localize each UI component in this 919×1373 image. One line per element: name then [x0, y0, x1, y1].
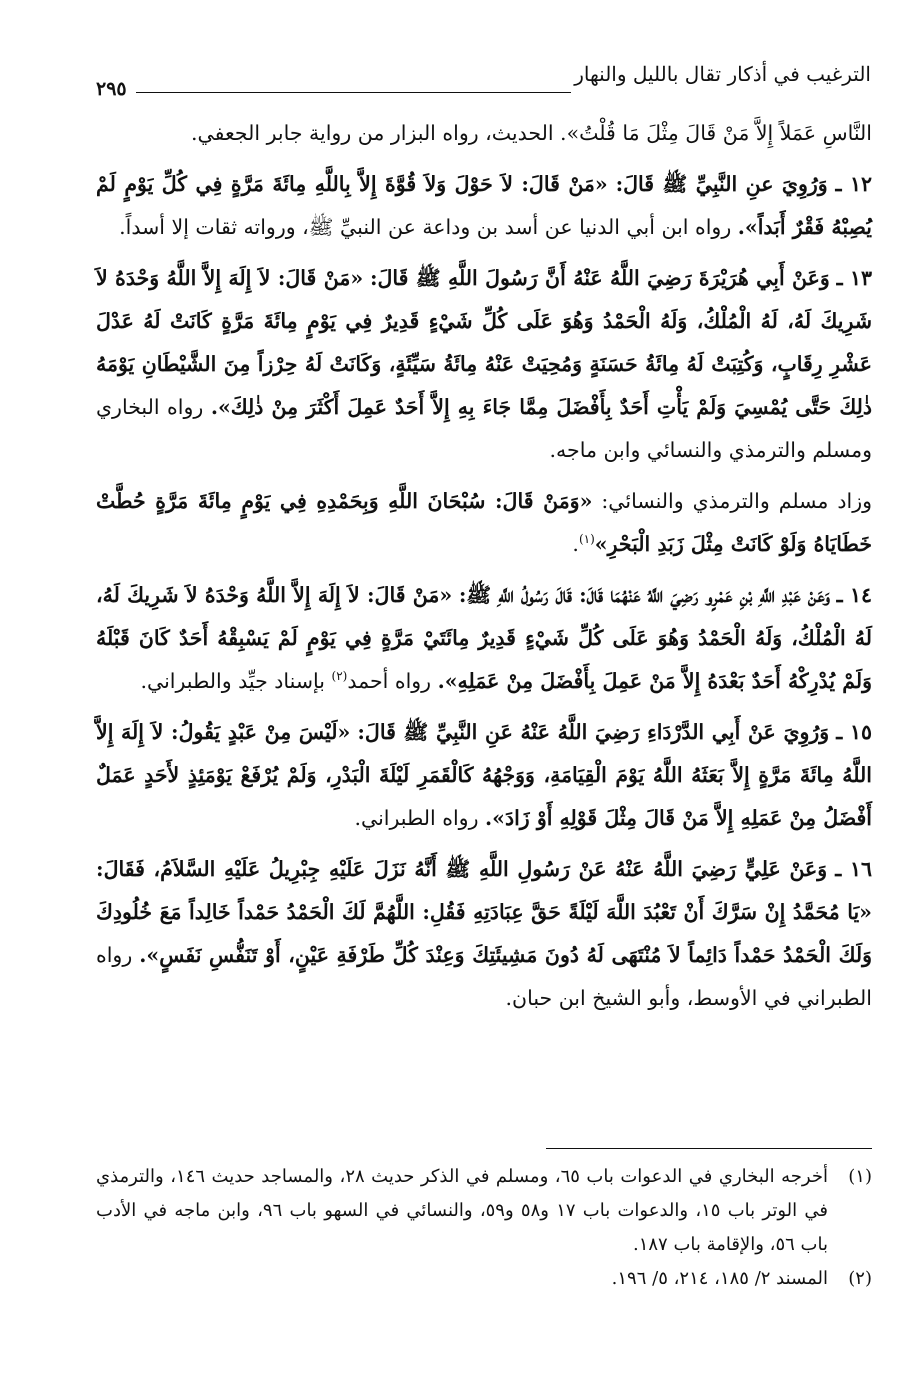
hadith-intro: وَرُوِيَ عنِ النَّبِيِّ ﷺ قَالَ: — [615, 172, 828, 196]
hadith-15 — [96, 711, 872, 840]
hadith-quote: «يَا مُحَمَّدُ إِنْ سَرَّكَ أَنْ تَعْبُدَ اللَّهَ لَيْلَةً حَقَّ عِبَادَتِهِ فَقُلِ: اللَّهُمَّ لَكَ الْحَمْدُ حَمْداً خَالِداً مَعَ خُلُودِكَ وَلَكَ الْحَمْدُ حَمْداً دَائِماً لاَ مُنْتَهَى لَهُ دُونَ مَشِيئَتِكَ وَعِنْدَ كُلِّ طَرْفَةِ عَيْنٍ، أَوْ تَنَفُّسِ نَفَسٍ». — [96, 900, 872, 967]
hadith-number: ١٥ ـ — [836, 720, 872, 744]
hadith-12 — [96, 163, 872, 249]
footnote-text: المسند ٢/ ١٨٥، ٢١٤، ٥/ ١٩٦. — [611, 1268, 828, 1289]
header-rule — [136, 92, 571, 93]
hadith-number: ١٢ ـ — [835, 172, 872, 196]
hadith-quote: «وَمَنْ قَالَ: سُبْحَانَ اللَّهِ وَبِحَمْدِهِ فِي يَوْمٍ مِائَةَ مَرَّةٍ حُطَّتْ خَطَايَاهُ وَلَوْ كَانَتْ مِثْلَ زَبَدِ الْبَحْرِ» — [96, 489, 872, 556]
page-number: ٢٩٥ — [96, 78, 127, 100]
hadith-source: رواه أحمد — [347, 669, 432, 693]
hadith-number: ١٦ ـ — [835, 857, 872, 881]
hadith-number: ١٣ ـ — [836, 266, 872, 290]
hadith-quote: «مَنْ قَالَ: لاَ حَوْلَ وَلاَ قُوَّةَ إِلاَّ بِاللَّهِ مِائَةَ مَرَّةٍ فِي كُلِّ يَوْمٍ لَمْ يُصِبْهُ فَقْرٌ أَبَداً». — [96, 172, 872, 239]
hadith-source: رواه ابن أبي الدنيا عن أسد بن وداعة عن النبيِّ ﷺ، ورواته ثقات إلا أسداً. — [119, 215, 732, 239]
hadith-quote: «مَنْ قَالَ: لاَ إِلَهَ إِلاَّ اللَّهُ وَحْدَهُ لاَ شَرِيكَ لَهُ، لَهُ الْمُلْكُ، وَلَهُ الْحَمْدُ وَهُوَ عَلَى كُلِّ شَيْءٍ قَدِيرٌ مِائَتَيْ مَرَّةٍ فِي يَوْمٍ لَمْ يَسْبِقْهُ أَحَدٌ كَانَ قَبْلَهُ وَلَمْ يُدْرِكْهُ أَحَدٌ بَعْدَهُ إِلاَّ مَنْ عَمِلَ بِأَفْضَلَ مِنْ عَمَلِهِ». — [96, 583, 872, 693]
hadith-intro: وَرُوِيَ عَنْ أَبِي الدَّرْدَاءِ رَضِيَ اللَّهُ عَنْهُ عَنِ النَّبِيِّ ﷺ قَالَ: — [357, 720, 830, 744]
hadith-source: رواه الطبراني. — [354, 806, 479, 830]
hadith-quote: «مَنْ قَالَ: لاَ إِلَهَ إِلاَّ اللَّهُ وَحْدَهُ لاَ شَرِيكَ لَهُ، لَهُ الْمُلْكُ، وَلَهُ الْحَمْدُ وَهُوَ عَلَى كُلِّ شَيْءٍ قَدِيرٌ فِي يَوْمٍ مِائَةَ مَرَّةٍ كَانَتْ لَهُ عَدْلَ عَشْرِ رِقَابٍ، وَكُتِبَتْ لَهُ مِائَةُ حَسَنَةٍ وَمُحِيَتْ عَنْهُ مِائَةُ سَيِّئَةٍ، وَكَانَتْ لَهُ حِرْزاً مِنَ الشَّيْطَانِ يَوْمَهُ ذٰلِكَ حَتَّى يُمْسِيَ وَلَمْ يَأْتِ أَحَدٌ بِأَفْضَلَ مِمَّا جَاءَ بِهِ إِلاَّ أَحَدٌ عَمِلَ أَكْثَرَ مِنْ ذٰلِكَ». — [96, 266, 872, 419]
footnote-number: (٢) — [848, 1268, 872, 1289]
main-text — [96, 112, 872, 1028]
hadith-source-continued: بإسناد جيِّد والطبراني. — [140, 669, 325, 693]
hadith-13 — [96, 257, 872, 472]
running-title: الترغيب في أذكار تقال بالليل والنهار — [574, 62, 871, 86]
footnote-rule — [546, 1148, 872, 1149]
paragraph-text: النَّاسِ عَمَلاً إِلاَّ مَنْ قَالَ مِثْلَ مَا قُلْتُ». الحديث، رواه البزار من رواية جابر الجعفي. — [191, 121, 872, 145]
hadith-number: ١٤ ـ — [836, 583, 872, 607]
paragraph-continuation — [96, 112, 872, 155]
hadith-intro: وَعَنْ عَبْدِ اللَّهِ بْنِ عَمْرٍو رَضِيَ اللَّهُ عَنْهُمَا قَالَ: قَالَ رَسُولُ اللَّهِ ﷺ: — [458, 583, 831, 607]
hadith-16 — [96, 848, 872, 1020]
hadith-quote: «لَيْسَ مِنْ عَبْدٍ يَقُولُ: لاَ إِلَهَ إِلاَّ اللَّهُ مِائَةَ مَرَّةٍ إِلاَّ بَعَثَهُ اللَّهُ يَوْمَ الْقِيَامَةِ، وَوَجْهُهُ كَالْقَمَرِ لَيْلَةَ الْبَدْرِ، وَلَمْ يُرْفَعْ يَوْمَئِذٍ لأَحَدٍ عَمَلٌ أَفْضَلُ مِنْ عَمَلِهِ إِلاَّ مَنْ قَالَ مِثْلَ قَوْلِهِ أَوْ زَادَ». — [96, 720, 872, 830]
sentence-end: . — [572, 532, 579, 556]
page-header — [96, 62, 871, 102]
footnote-reference[interactable]: (٢) — [331, 669, 348, 684]
hadith-14 — [96, 574, 872, 703]
footnote-number: (١) — [848, 1166, 872, 1187]
footnote-2 — [96, 1262, 872, 1296]
hadith-13-addition — [96, 480, 872, 566]
hadith-source: رواه البخاري ومسلم والترمذي والنسائي وابن ماجه. — [96, 395, 872, 462]
addition-intro: وزاد مسلم والترمذي والنسائي: — [601, 489, 872, 513]
footnote-1 — [96, 1160, 872, 1262]
hadith-source: رواه الطبراني في الأوسط، وأبو الشيخ ابن حبان. — [96, 943, 872, 1010]
footnotes — [96, 1160, 872, 1296]
hadith-intro: وَعَنْ أَبِي هُرَيْرَةَ رَضِيَ اللَّهُ عَنْهُ أَنَّ رَسُولَ اللَّهِ ﷺ قَالَ: — [369, 266, 830, 290]
hadith-intro: وَعَنْ عَلِيٍّ رَضِيَ اللَّهُ عَنْهُ عَنْ رَسُولِ اللَّهِ ﷺ أَنَّهُ نَزَلَ عَلَيْهِ جِبْرِيلُ عَلَيْهِ السَّلاَمُ، فَقَالَ: — [96, 857, 828, 881]
footnote-text: أخرجه البخاري في الدعوات باب ٦٥، ومسلم في الذكر حديث ٢٨، والمساجد حديث ١٤٦، والترمذي في الوتر باب ١٥، والدعوات باب ١٧ و٥٨ و٥٩، والنسائي في السهو باب ٩٦، وابن ماجه في الأدب باب ٥٦، والإقامة باب ١٨٧. — [96, 1166, 828, 1255]
footnote-reference[interactable]: (١) — [578, 532, 595, 547]
